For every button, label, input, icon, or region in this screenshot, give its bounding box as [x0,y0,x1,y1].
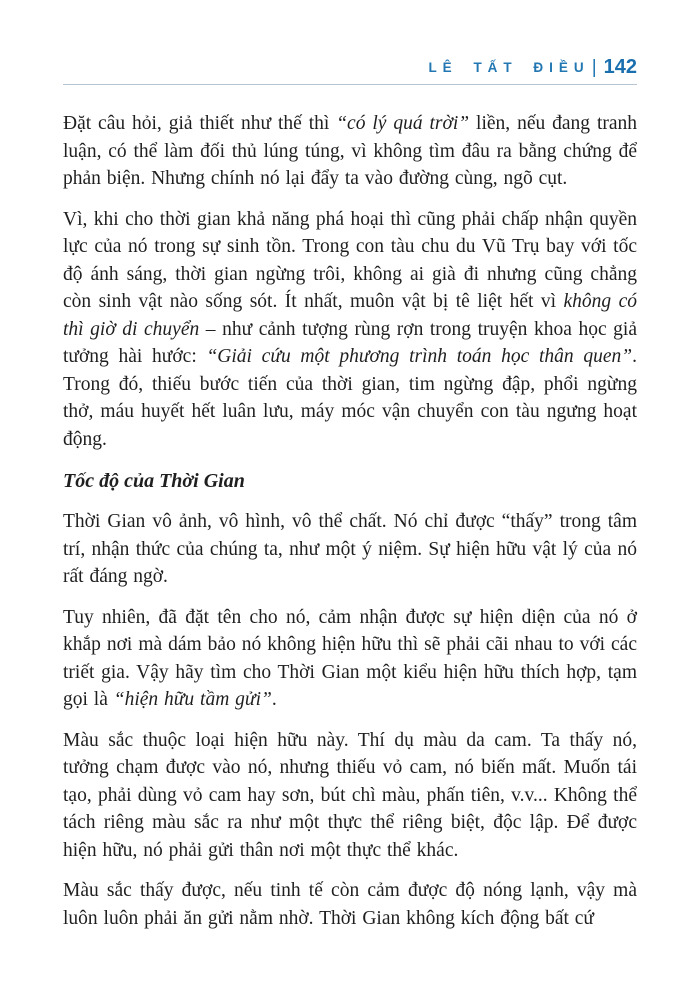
section-heading: Tốc độ của Thời Gian [63,470,245,492]
text-run: . [271,689,277,710]
paragraph [63,604,637,714]
text-run: Màu sắc thuộc loại hiện hữu này. Thí dụ màu da cam. Ta thấy nó, tưởng chạm được vào nó, nhưng thiếu vỏ cam, nó biến mất. Muốn tái tạo, phải dùng vỏ cam hay sơn, bút chì màu, phấn tiên, v.v... Không thể tách riêng màu sắc ra như một thực thể riêng biệt, độc lập. Để được hiện hữu, nó phải gửi thân nơi một thực thể khác. [63,729,637,861]
text-run: Thời Gian vô ảnh, vô hình, vô thể chất. Nó chỉ được “thấy” trong tâm trí, nhận thức của chúng ta, như một ý niệm. Sự hiện hữu vật lý của nó rất đáng ngờ. [63,511,637,587]
italic-run: “hiện hữu tầm gửi” [113,689,272,710]
italic-run: “có lý quá trời” [336,113,470,134]
header-separator: | [591,57,597,78]
text-run: Màu sắc thấy được, nếu tinh tế còn cảm được độ nóng lạnh, vậy mà luôn luôn phải ăn gửi nằm nhờ. Thời Gian không kích động bất cứ [63,880,637,929]
page-number: 142 [603,56,637,78]
author-name: LÊ TẤT ĐIỀU [428,60,590,75]
italic-run: không có thì giờ di chuyển [63,291,637,340]
text-run: Vì, khi cho thời gian khả năng phá hoại thì cũng phải chấp nhận quyền lực của nó trong sự sinh tồn. Trong con tàu chu du Vũ Trụ bay với tốc độ ánh sáng, thời gian ngừng trôi, không ai già đi nhưng cũng chẳng còn sinh vật nào sống sót. Ít nhất, muôn vật bị tê liệt hết vì [63,208,637,312]
paragraph [63,727,637,865]
page-body [63,85,637,932]
text-run: Đặt câu hỏi, giả thiết như thế thì [63,113,337,134]
paragraph [63,877,637,932]
text-run: . Trong đó, thiếu bước tiến của thời gian, tim ngừng đập, phổi ngừng thở, máu huyết hết luân lưu, máy móc vận chuyển con tàu ngưng hoạt động. [63,346,637,450]
text-run: – như cảnh tượng rùng rợn trong truyện khoa học giả tưởng hài hước: [63,318,637,367]
paragraph [63,206,637,454]
italic-run: “Giải cứu một phương trình toán học thân quen” [206,346,633,367]
text-run: Tuy nhiên, đã đặt tên cho nó, cảm nhận được sự hiện diện của nó ở khắp nơi mà dám bảo nó không hiện hữu thì sẽ phải cãi nhau to với các triết gia. Vậy hãy tìm cho Thời Gian một kiểu hiện hữu thích hợp, tạm gọi là [63,606,637,710]
paragraph [63,508,637,591]
paragraph [63,110,637,193]
running-header [63,56,637,85]
text-run: liền, nếu đang tranh luận, có thể làm đối thủ lúng túng, vì không tìm đâu ra bằng chứng để phản biện. Nhưng chính nó lại đẩy ta vào đường cùng, ngõ cụt. [63,113,638,189]
